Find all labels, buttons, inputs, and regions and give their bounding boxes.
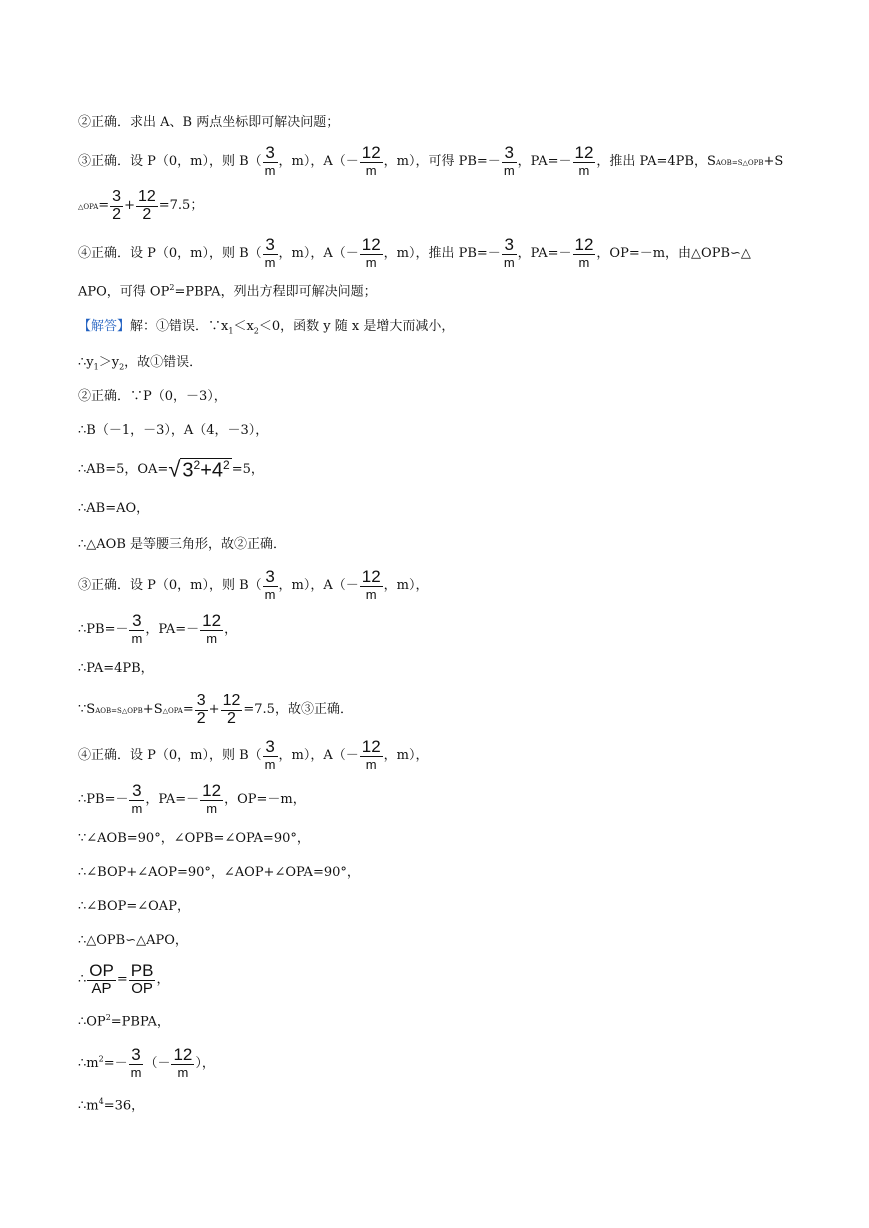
text: + xyxy=(208,702,220,717)
denominator: m xyxy=(206,801,218,816)
text: ，推出 PA=4PB，S xyxy=(596,154,716,169)
text: 3 xyxy=(182,459,194,482)
text: ②正确．∵P（0，－3）， xyxy=(78,389,227,404)
text: ，OP=－m， xyxy=(224,792,306,807)
text: = xyxy=(182,702,194,717)
superscript: 4 xyxy=(98,1097,104,1106)
superscript: 2 xyxy=(223,458,230,472)
fraction xyxy=(110,188,123,223)
fraction xyxy=(200,782,223,817)
superscript: 2 xyxy=(98,1054,104,1064)
line-hint-4 xyxy=(78,236,751,271)
fraction xyxy=(573,144,596,179)
fraction xyxy=(129,1046,144,1081)
text: ∴PA=4PB， xyxy=(78,661,154,676)
numerator: 3 xyxy=(129,1046,144,1065)
text: ，故①错误． xyxy=(124,355,203,370)
text: 4 xyxy=(211,459,224,482)
denominator: m xyxy=(264,587,276,602)
text: ④正确．设 P（0，m），则 B（ xyxy=(78,748,262,763)
denominator: m xyxy=(365,587,377,602)
superscript: 2 xyxy=(169,283,175,292)
text: ∴m xyxy=(78,1098,99,1114)
denominator: m xyxy=(365,757,377,772)
denominator: m xyxy=(365,255,377,270)
text: ＜0，函数 y 随 x 是增大而减小， xyxy=(258,319,455,334)
answer-tag: 【解答】 xyxy=(78,319,131,334)
line-answer-4 xyxy=(78,424,268,437)
line-answer-1 xyxy=(78,320,454,336)
fraction xyxy=(263,738,278,773)
fraction xyxy=(171,1046,194,1081)
denominator: m xyxy=(131,801,143,816)
text: =7.5； xyxy=(158,198,204,213)
text: ∴AB=5，OA= xyxy=(78,461,169,477)
numerator: 3 xyxy=(263,144,278,163)
text: =－ xyxy=(103,1056,128,1071)
text: ，m）， xyxy=(383,748,429,763)
line-hint-3 xyxy=(78,144,783,179)
text: ③正确．设 P（0，m），则 B（ xyxy=(78,578,262,593)
numerator: PB xyxy=(130,961,154,980)
superscript: 2 xyxy=(105,1013,111,1022)
denominator: 2 xyxy=(142,206,152,223)
line-answer-5 xyxy=(78,458,264,481)
text: + xyxy=(124,198,135,213)
subscript: 1 xyxy=(228,326,234,336)
text: =S xyxy=(111,707,122,715)
numerator: 3 xyxy=(263,236,278,255)
text: ∴PB=－ xyxy=(78,792,129,807)
numerator: 3 xyxy=(502,236,517,255)
numerator: 12 xyxy=(361,737,381,756)
text: ∴AB=AO， xyxy=(78,501,150,516)
fraction xyxy=(129,782,144,817)
fraction xyxy=(360,236,383,271)
line-hint-4-cont xyxy=(78,284,377,298)
fraction xyxy=(195,692,208,727)
denominator: m xyxy=(503,255,515,270)
text: ，m），A（－ xyxy=(278,154,359,169)
text: ，m），可得 PB=－ xyxy=(383,154,501,169)
numerator: 3 xyxy=(129,782,144,801)
text: ∴y xyxy=(78,355,94,370)
line-answer-21 xyxy=(78,1098,144,1112)
text: =S xyxy=(731,159,743,167)
numerator: 12 xyxy=(202,611,222,630)
denominator: m xyxy=(264,757,276,772)
line-answer-20 xyxy=(78,1046,215,1081)
denominator: m xyxy=(365,163,377,178)
line-answer-3 xyxy=(78,390,227,403)
line-answer-15 xyxy=(78,866,360,879)
line-answer-14 xyxy=(78,832,310,845)
text: ∴△AOB 是等腰三角形，故②正确． xyxy=(78,537,287,552)
numerator: 12 xyxy=(137,188,156,205)
text: ∴m xyxy=(78,1056,99,1071)
text: ③正确．设 P（0，m），则 B（ xyxy=(78,154,262,169)
denominator: OP xyxy=(131,980,153,997)
line-answer-12 xyxy=(78,738,428,773)
denominator: m xyxy=(503,163,515,178)
numerator: 12 xyxy=(202,781,222,800)
text: ④正确．设 P（0，m），则 B（ xyxy=(78,246,262,261)
line-answer-16 xyxy=(78,900,190,913)
numerator: OP xyxy=(89,961,114,980)
denominator: m xyxy=(206,631,218,646)
numerator: 12 xyxy=(222,692,241,709)
fraction xyxy=(263,144,278,179)
denominator: m xyxy=(131,631,143,646)
text: 解：①错误．∵x xyxy=(130,319,229,334)
text: ∵∠AOB=90°，∠OPB=∠OPA=90°， xyxy=(78,831,310,846)
text: ，PA=－ xyxy=(517,246,572,261)
text: ，PA=－ xyxy=(517,154,572,169)
subscript: △OPB xyxy=(742,159,764,167)
text: APO，可得 OP xyxy=(78,284,170,300)
numerator: 3 xyxy=(263,738,278,757)
subscript: AOB xyxy=(95,707,112,715)
line-answer-6 xyxy=(78,502,149,515)
denominator: m xyxy=(264,255,276,270)
text: ，OP=－m，由△OPB∽△ xyxy=(596,246,751,261)
text: ②正确．求出 A、B 两点坐标即可解决问题； xyxy=(78,115,340,130)
denominator: AP xyxy=(91,980,112,997)
text: ，PA=－ xyxy=(145,622,200,637)
line-answer-8 xyxy=(78,568,428,603)
text: = xyxy=(116,972,128,987)
line-answer-11 xyxy=(78,692,353,727)
numerator: 3 xyxy=(263,568,278,587)
denominator: m xyxy=(177,1065,189,1080)
text: ∴∠BOP=∠OAP， xyxy=(78,899,190,914)
square-root: √ $3^2+4^2$ xyxy=(168,456,230,482)
subscript: AOB xyxy=(715,159,732,167)
subscript: △OPA xyxy=(78,203,99,211)
numerator: 12 xyxy=(574,143,594,162)
line-answer-17 xyxy=(78,934,188,947)
line-answer-7 xyxy=(78,538,286,551)
fraction xyxy=(360,568,383,603)
fraction xyxy=(360,144,383,179)
subscript: 2 xyxy=(119,362,125,372)
text: ＞y xyxy=(98,355,120,370)
text: +S xyxy=(763,154,784,169)
subscript: 2 xyxy=(253,326,259,336)
text: + xyxy=(200,459,212,482)
text: =5， xyxy=(231,461,264,477)
line-hint-2 xyxy=(78,116,339,129)
text: =PBPA，列出方程即可解决问题； xyxy=(174,284,377,300)
fraction xyxy=(221,692,243,727)
numerator: 3 xyxy=(112,188,122,205)
subscript: △OPA xyxy=(162,707,183,715)
numerator: 3 xyxy=(196,692,206,709)
text: ∵S xyxy=(78,702,96,717)
text: ，m），A（－ xyxy=(278,578,359,593)
fraction xyxy=(502,236,517,271)
line-answer-2 xyxy=(78,356,202,372)
fraction xyxy=(129,612,144,647)
superscript: 2 xyxy=(193,458,201,472)
text: ，PA=－ xyxy=(145,792,200,807)
line-answer-13 xyxy=(78,782,306,817)
text: ＜x xyxy=(233,319,254,334)
numerator: 12 xyxy=(574,235,594,254)
numerator: 12 xyxy=(361,567,381,586)
text: ）， xyxy=(195,1056,215,1071)
fraction xyxy=(360,738,383,773)
line-answer-18 xyxy=(78,962,169,997)
numerator: 3 xyxy=(502,144,517,163)
fraction xyxy=(263,236,278,271)
text: =PBPA， xyxy=(110,1014,170,1030)
text: ， xyxy=(224,622,238,637)
line-answer-9 xyxy=(78,612,237,647)
text: （－ xyxy=(144,1056,171,1071)
text: ，m），A（－ xyxy=(278,246,359,261)
text: ，m）， xyxy=(383,578,429,593)
denominator: m xyxy=(578,255,590,270)
denominator: m xyxy=(130,1065,142,1080)
fraction xyxy=(87,962,116,997)
text: ∴B（－1，－3），A（4，－3）， xyxy=(78,423,269,438)
text: ∴OP xyxy=(78,1014,106,1030)
denominator: m xyxy=(264,163,276,178)
denominator: 2 xyxy=(112,206,122,223)
text: = xyxy=(98,198,110,213)
denominator: 2 xyxy=(196,710,206,727)
numerator: 12 xyxy=(361,235,381,254)
text: =36， xyxy=(103,1098,145,1114)
radicand xyxy=(180,458,231,481)
text: ∴PB=－ xyxy=(78,622,129,637)
text: ， xyxy=(156,972,170,987)
text: +S xyxy=(142,702,163,717)
text: ∴ xyxy=(78,972,87,987)
fraction xyxy=(573,236,596,271)
line-answer-10 xyxy=(78,662,154,675)
text: =7.5，故③正确． xyxy=(243,702,353,717)
line-hint-3-cont xyxy=(78,188,203,223)
text: ∴△OPB∽△APO， xyxy=(78,933,188,948)
fraction xyxy=(129,962,156,997)
text: ，m），推出 PB=－ xyxy=(383,246,501,261)
fraction xyxy=(502,144,517,179)
fraction xyxy=(263,568,278,603)
line-answer-19 xyxy=(78,1014,170,1028)
subscript: 1 xyxy=(93,362,99,372)
fraction xyxy=(136,188,158,223)
subscript: △OPB xyxy=(121,707,143,715)
numerator: 12 xyxy=(361,143,381,162)
denominator: m xyxy=(578,163,590,178)
numerator: 12 xyxy=(173,1045,193,1064)
text: ，m），A（－ xyxy=(278,748,359,763)
fraction xyxy=(200,612,223,647)
denominator: 2 xyxy=(227,710,236,727)
text: ∴∠BOP+∠AOP=90°，∠AOP+∠OPA=90°， xyxy=(78,865,360,880)
numerator: 3 xyxy=(129,612,144,631)
